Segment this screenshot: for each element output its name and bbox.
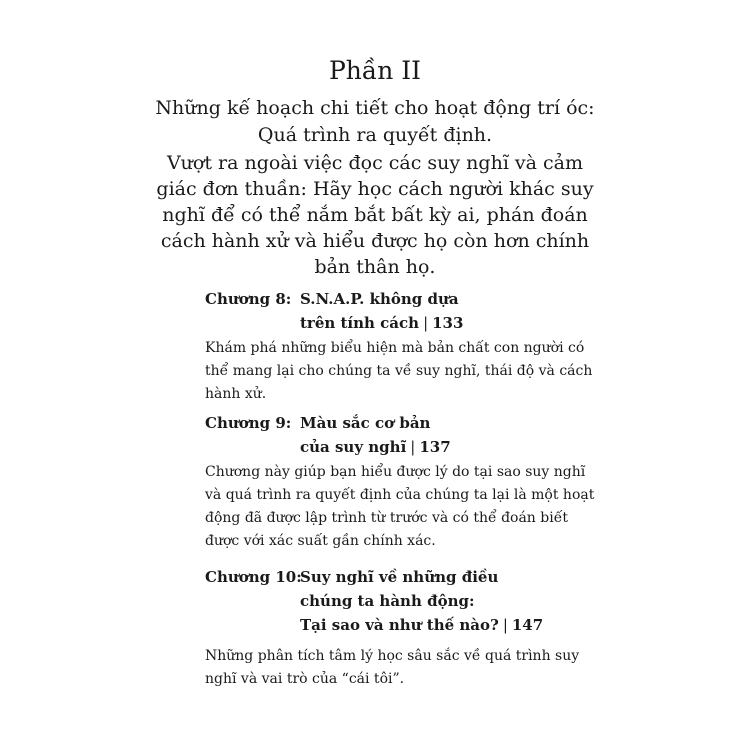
description-line: hành xử. bbox=[205, 386, 267, 402]
chapter-title-line bbox=[205, 311, 545, 335]
chapter-title-line bbox=[205, 435, 545, 459]
description-line: Chương này giúp bạn hiểu được lý do tại sao suy nghĩ bbox=[205, 464, 586, 480]
intro-line: cách hành xử và hiểu được họ còn hơn chính bbox=[160, 230, 590, 252]
intro-line: bản thân họ. bbox=[314, 256, 436, 278]
description-line: nghĩ và vai trò của “cái tôi”. bbox=[205, 671, 405, 687]
chapter-9-entry bbox=[205, 411, 595, 553]
chapter-title-line: chúng ta hành động: bbox=[300, 592, 475, 610]
chapter-heading bbox=[205, 287, 545, 335]
subtitle-line: Những kế hoạch chi tiết cho hoạt động trí óc: bbox=[155, 97, 595, 119]
description-line: Những phân tích tâm lý học sâu sắc về quá trình suy bbox=[205, 648, 580, 664]
description-line: thể mang lại cho chúng ta về suy nghĩ, thái độ và cách bbox=[205, 363, 593, 379]
page-separator: | bbox=[423, 314, 429, 332]
description-line: Khám phá những biểu hiện mà bản chất con người có bbox=[205, 340, 585, 356]
part-subtitle bbox=[0, 95, 750, 149]
chapter-title-line: Suy nghĩ về những điều bbox=[300, 568, 499, 586]
chapter-heading bbox=[205, 411, 545, 459]
intro-line: Vượt ra ngoài việc đọc các suy nghĩ và cảm bbox=[166, 152, 584, 174]
description-line: được với xác suất gần chính xác. bbox=[205, 533, 436, 549]
chapter-title-line: S.N.A.P. không dựa bbox=[300, 290, 459, 308]
page-number: 147 bbox=[511, 616, 544, 634]
chapter-title-line: Màu sắc cơ bản bbox=[300, 414, 431, 432]
chapter-10-entry bbox=[205, 565, 580, 691]
subtitle-line: Quá trình ra quyết định. bbox=[257, 124, 493, 146]
page-separator: | bbox=[502, 616, 508, 634]
chapter-description bbox=[205, 645, 580, 691]
description-line: động đã được lập trình từ trước và có thể đoán biết bbox=[205, 510, 568, 526]
page-separator: | bbox=[410, 438, 416, 456]
part-intro bbox=[0, 150, 750, 280]
intro-line: nghĩ để có thể nắm bắt bất kỳ ai, phán đoán bbox=[162, 204, 588, 226]
chapter-heading bbox=[205, 565, 545, 637]
chapter-8-entry bbox=[205, 287, 593, 406]
page-number: 137 bbox=[419, 438, 451, 456]
chapter-title-text: trên tính cách bbox=[300, 314, 420, 332]
chapter-description bbox=[205, 337, 593, 406]
chapter-description bbox=[205, 461, 595, 553]
chapter-title-line bbox=[205, 613, 545, 637]
chapter-title-text: của suy nghĩ bbox=[300, 438, 407, 456]
description-line: và quá trình ra quyết định của chúng ta lại là một hoạt bbox=[205, 487, 595, 503]
page-number: 133 bbox=[432, 314, 464, 332]
chapter-label: Chương 8: bbox=[205, 290, 292, 308]
chapter-label: Chương 10: bbox=[205, 568, 302, 586]
chapter-title-text: Tại sao và như thế nào? bbox=[300, 616, 499, 634]
intro-line: giác đơn thuần: Hãy học cách người khác suy bbox=[156, 178, 594, 200]
chapter-label: Chương 9: bbox=[205, 414, 292, 432]
part-title: Phần II bbox=[328, 56, 422, 85]
